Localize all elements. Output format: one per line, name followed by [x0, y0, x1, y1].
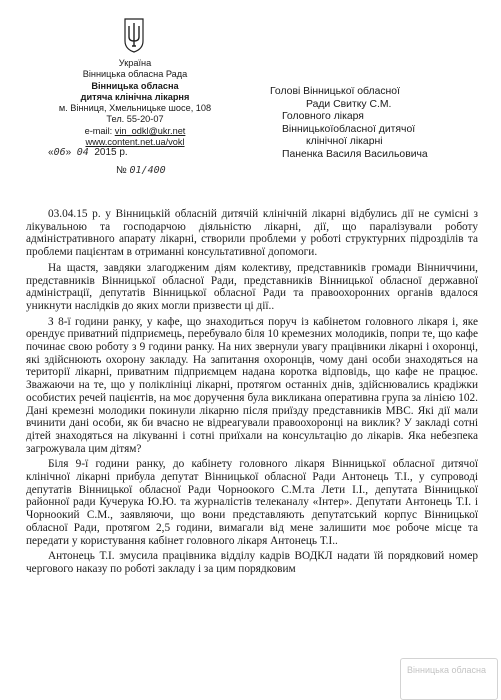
- addressee-line: Голові Вінницької обласної: [270, 86, 400, 97]
- stamp: [400, 658, 498, 700]
- addressee-line: Паненка Василя Васильовича: [282, 148, 428, 160]
- document-number-line: [116, 165, 166, 176]
- paragraph: Біля 9-ї години ранку, до кабінету головного лікаря Вінницької обласної дитячої клінічної лікарні прибула депутат Вінницької обласної Ради Антонець Т.І., у супроводі депутатів Вінницької обласної Ради Чорноокого С.М.та Лети І.І., депутата Вінницької районної ради Кучерука Ю.Ю. та журналістів телеканалу «Інтер». Депутати Антонець Т.І. і Чорноокий С.М., заявляючи, що вони представляють депутатський корпус Вінницької обласної Ради, протягом 2,5 години, вимагали від мене залишити моє робоче місце та передати у користування кабінет головного лікаря Антонець Т.І..: [26, 458, 478, 547]
- addressee-line: Головного лікаря: [282, 111, 364, 123]
- stamp-text: Вінницька обласна: [407, 665, 486, 675]
- paragraph: На щастя, завдяки злагодженим діям колективу, представників громади Вінниччини, представників Вінницької обласної Ради, представників Вінницької обласної державної адміністрації, депутатів Вінницької обласної Ради та правоохоронних органів вдалося уникнути наслідків до яких могли призвести ці дії..: [26, 261, 478, 312]
- paragraph: З 8-ї години ранку, у кафе, що знаходиться поруч із кабінетом головного лікаря і, яке орендує приватний підприємець, перебувало біля 10 кремезних молодиків, попри те, що кафе починає свою роботу з 9 години ранку. На них звернули увагу працівники лікарні і охоронці, які здійснюють охорону закладу. На запитання охоронців, чому дані особи знаходяться на території лікарні, приватним підприємцем надана коротка відповідь, що кафе не працює. Зважаючи на те, що у поліклініці лікарні, протягом останніх днів, здійснювались крадіжки особистих речей пацієнтів, на моє доручення була викликана оперативна група за лінією 102. Дані кремезні молодики покинули лікарню після приїзду представників МВС. Які дії мали вчинити дані особи, як би вчасно не відреагували правоохоронці на виклик? У закладі сотні дітей знаходяться на лікуванні і сотні приїхали на консультацію до лікарів. Яка небезпека загрожувала цим дітям?: [26, 315, 478, 455]
- letter-body: [26, 208, 478, 579]
- date-year: 2015 р.: [94, 147, 128, 158]
- date-line: «06» 04 2015 р.: [48, 147, 128, 158]
- address: м. Вінниця, Хмельницьке шосе, 108: [58, 103, 212, 114]
- email-link[interactable]: vin_odkl@ukr.net: [114, 125, 186, 136]
- letterhead: [40, 58, 230, 148]
- country: Україна: [118, 58, 152, 68]
- number-prefix: №: [116, 165, 127, 176]
- council-name: Вінницька обласна Рада: [82, 69, 188, 80]
- addressee-line: клінічної лікарні: [306, 136, 383, 148]
- website-link[interactable]: www.content.net.ua/vokl: [85, 137, 185, 148]
- hospital-name-line1: Вінницька обласна: [91, 80, 179, 91]
- phone: Тел. 55-20-07: [106, 114, 164, 125]
- paragraph: Антонець Т.І. змусила працівника відділу кадрів ВОДКЛ надати їй порядковий номер чергового наказу по роботі закладу і за цим порядковим: [26, 550, 478, 575]
- email-prefix: e-mail:: [84, 125, 113, 136]
- email-line: [40, 126, 230, 137]
- date-day: 06: [53, 147, 66, 158]
- addressee-block: [270, 86, 495, 162]
- paragraph: 03.04.15 р. у Вінницькій обласній дитячій клінічній лікарні відбулись дії не сумісні з лікувальною та господарчою діяльністю лікарні, дії, що паралізували роботу адміністративного апарату лікарні, створили проблеми у роботі структурних підрозділів та проблеми пацієнтам в отриманні консультативної допомоги.: [26, 208, 478, 259]
- addressee-line: Вінницькоїобласної дитячої: [282, 123, 416, 135]
- addressee-line: Ради Свитку С.М.: [306, 98, 392, 110]
- trident-icon: [122, 17, 146, 53]
- hospital-name-line2: дитяча клінічна лікарня: [80, 91, 190, 102]
- date-month: 04: [76, 147, 89, 158]
- document-number: 01/400: [129, 165, 166, 176]
